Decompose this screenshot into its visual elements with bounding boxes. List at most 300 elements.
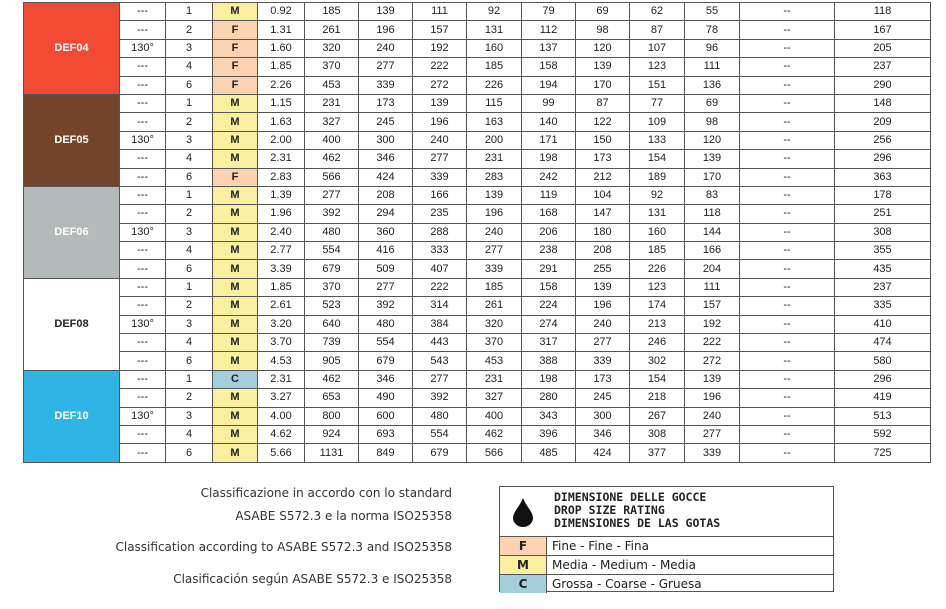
legend-code-medium: M: [500, 556, 547, 574]
flow-rate-cell: 2.31: [258, 370, 305, 388]
pressure-bar-cell: 2: [166, 297, 213, 315]
table-row: [24, 21, 931, 39]
last-value-cell: 355: [835, 242, 931, 260]
legend-row-coarse: [500, 575, 833, 593]
pressure-bar-cell: 6: [166, 260, 213, 278]
last-value-cell: 592: [835, 425, 931, 443]
legend-title-italian: DIMENSIONE DELLE GOCCE: [554, 490, 707, 504]
application-rate-cell: 69: [685, 94, 740, 112]
spray-angle-cell: 130°: [120, 315, 166, 333]
application-rate-cell: 111: [685, 278, 740, 296]
flow-rate-cell: 1.31: [258, 21, 305, 39]
drop-size-cell: M: [213, 223, 258, 241]
drop-size-cell: M: [213, 150, 258, 168]
application-rate-cell: 123: [630, 278, 685, 296]
flow-rate-cell: 3.39: [258, 260, 305, 278]
pressure-bar-cell: 4: [166, 58, 213, 76]
empty-dash-cell: --: [740, 370, 835, 388]
drop-size-cell: M: [213, 407, 258, 425]
flow-rate-cell: 1.60: [258, 39, 305, 57]
flow-rate-cell: 5.66: [258, 444, 305, 462]
application-rate-cell: 543: [413, 352, 467, 370]
drop-size-cell: M: [213, 131, 258, 149]
application-rate-cell: 462: [305, 370, 359, 388]
last-value-cell: 118: [835, 3, 931, 21]
application-rate-cell: 291: [522, 260, 576, 278]
flow-rate-cell: 1.85: [258, 58, 305, 76]
last-value-cell: 290: [835, 76, 931, 94]
drop-icon: [512, 497, 534, 527]
application-rate-cell: 157: [685, 297, 740, 315]
application-rate-cell: 490: [359, 389, 413, 407]
legend-row-medium: [500, 556, 833, 575]
application-rate-cell: 170: [576, 76, 630, 94]
flow-rate-cell: 1.63: [258, 113, 305, 131]
empty-dash-cell: --: [740, 278, 835, 296]
application-rate-cell: 198: [522, 370, 576, 388]
application-rate-cell: 212: [576, 168, 630, 186]
application-rate-cell: 267: [630, 407, 685, 425]
application-rate-cell: 280: [522, 389, 576, 407]
spray-angle-cell: ---: [120, 205, 166, 223]
application-rate-cell: 87: [576, 94, 630, 112]
application-rate-cell: 370: [305, 58, 359, 76]
empty-dash-cell: --: [740, 407, 835, 425]
drop-size-cell: M: [213, 260, 258, 278]
spray-angle-cell: 130°: [120, 407, 166, 425]
spray-angle-cell: ---: [120, 113, 166, 131]
empty-dash-cell: --: [740, 58, 835, 76]
application-rate-cell: 104: [576, 186, 630, 204]
application-rate-cell: 384: [413, 315, 467, 333]
application-rate-cell: 302: [630, 352, 685, 370]
flow-rate-cell: 1.96: [258, 205, 305, 223]
drop-size-cell: M: [213, 297, 258, 315]
application-rate-cell: 407: [413, 260, 467, 278]
application-rate-cell: 139: [413, 94, 467, 112]
application-rate-cell: 739: [305, 334, 359, 352]
application-rate-cell: 185: [467, 278, 522, 296]
spray-angle-cell: ---: [120, 425, 166, 443]
application-rate-cell: 294: [359, 205, 413, 223]
flow-rate-cell: 4.53: [258, 352, 305, 370]
application-rate-cell: 346: [359, 150, 413, 168]
application-rate-cell: 288: [413, 223, 467, 241]
application-rate-cell: 115: [467, 94, 522, 112]
application-rate-cell: 240: [359, 39, 413, 57]
empty-dash-cell: --: [740, 389, 835, 407]
pressure-bar-cell: 6: [166, 352, 213, 370]
application-rate-cell: 222: [413, 58, 467, 76]
table-row: [24, 186, 931, 204]
application-rate-cell: 226: [630, 260, 685, 278]
application-rate-cell: 222: [685, 334, 740, 352]
application-rate-cell: 245: [576, 389, 630, 407]
spray-angle-cell: ---: [120, 168, 166, 186]
drop-size-cell: M: [213, 113, 258, 131]
model-label: DEF08: [24, 278, 120, 370]
application-rate-cell: 377: [630, 444, 685, 462]
drop-size-cell: F: [213, 168, 258, 186]
table-row: [24, 242, 931, 260]
application-rate-cell: 192: [685, 315, 740, 333]
table-row: [24, 425, 931, 443]
application-rate-cell: 424: [576, 444, 630, 462]
application-rate-cell: 308: [630, 425, 685, 443]
application-rate-cell: 166: [413, 186, 467, 204]
application-rate-cell: 480: [359, 315, 413, 333]
application-rate-cell: 679: [413, 444, 467, 462]
application-rate-cell: 206: [522, 223, 576, 241]
spray-angle-cell: ---: [120, 370, 166, 388]
spray-angle-cell: ---: [120, 278, 166, 296]
application-rate-cell: 139: [576, 58, 630, 76]
application-rate-cell: 194: [522, 76, 576, 94]
spray-angle-cell: ---: [120, 260, 166, 278]
application-rate-cell: 109: [630, 113, 685, 131]
application-rate-cell: 317: [522, 334, 576, 352]
pressure-bar-cell: 4: [166, 242, 213, 260]
empty-dash-cell: --: [740, 150, 835, 168]
last-value-cell: 296: [835, 150, 931, 168]
application-rate-cell: 246: [630, 334, 685, 352]
spray-angle-cell: ---: [120, 352, 166, 370]
application-rate-cell: 554: [359, 334, 413, 352]
application-rate-cell: 346: [359, 370, 413, 388]
application-rate-cell: 163: [467, 113, 522, 131]
pressure-bar-cell: 3: [166, 315, 213, 333]
application-rate-cell: 283: [467, 168, 522, 186]
application-rate-cell: 96: [685, 39, 740, 57]
nozzle-data-table: [23, 2, 931, 463]
application-rate-cell: 339: [467, 260, 522, 278]
application-rate-cell: 78: [685, 21, 740, 39]
application-rate-cell: 120: [685, 131, 740, 149]
application-rate-cell: 261: [305, 21, 359, 39]
application-rate-cell: 107: [630, 39, 685, 57]
application-rate-cell: 453: [305, 76, 359, 94]
model-label: DEF05: [24, 94, 120, 186]
pressure-bar-cell: 4: [166, 425, 213, 443]
application-rate-cell: 240: [576, 315, 630, 333]
pressure-bar-cell: 1: [166, 370, 213, 388]
application-rate-cell: 139: [359, 3, 413, 21]
last-value-cell: 237: [835, 278, 931, 296]
application-rate-cell: 158: [522, 278, 576, 296]
drop-size-cell: M: [213, 278, 258, 296]
table-row: [24, 76, 931, 94]
spray-angle-cell: ---: [120, 334, 166, 352]
drop-size-cell: M: [213, 3, 258, 21]
table-row: [24, 131, 931, 149]
application-rate-cell: 679: [305, 260, 359, 278]
application-rate-cell: 443: [413, 334, 467, 352]
empty-dash-cell: --: [740, 297, 835, 315]
application-rate-cell: 277: [305, 186, 359, 204]
application-rate-cell: 192: [413, 39, 467, 57]
last-value-cell: 725: [835, 444, 931, 462]
drop-size-cell: F: [213, 39, 258, 57]
application-rate-cell: 272: [685, 352, 740, 370]
spray-nozzle-table: [23, 2, 930, 463]
application-rate-cell: 140: [522, 113, 576, 131]
drop-size-cell: F: [213, 76, 258, 94]
last-value-cell: 474: [835, 334, 931, 352]
flow-rate-cell: 2.61: [258, 297, 305, 315]
application-rate-cell: 92: [467, 3, 522, 21]
table-row: [24, 278, 931, 296]
application-rate-cell: 139: [576, 278, 630, 296]
application-rate-cell: 240: [685, 407, 740, 425]
application-rate-cell: 245: [359, 113, 413, 131]
drop-size-legend: [499, 486, 834, 592]
flow-rate-cell: 1.85: [258, 278, 305, 296]
table-row: [24, 150, 931, 168]
application-rate-cell: 693: [359, 425, 413, 443]
application-rate-cell: 240: [413, 131, 467, 149]
empty-dash-cell: --: [740, 334, 835, 352]
application-rate-cell: 277: [467, 242, 522, 260]
application-rate-cell: 320: [305, 39, 359, 57]
application-rate-cell: 339: [413, 168, 467, 186]
flow-rate-cell: 1.15: [258, 94, 305, 112]
application-rate-cell: 231: [305, 94, 359, 112]
application-rate-cell: 231: [467, 150, 522, 168]
application-rate-cell: 277: [413, 150, 467, 168]
note-spanish: Clasificación según ASABE S572.3 e ISO25358: [173, 572, 452, 586]
drop-size-cell: M: [213, 334, 258, 352]
table-row: [24, 205, 931, 223]
legend-title-english: DROP SIZE RATING: [554, 503, 665, 517]
flow-rate-cell: 3.70: [258, 334, 305, 352]
application-rate-cell: 300: [576, 407, 630, 425]
application-rate-cell: 139: [467, 186, 522, 204]
application-rate-cell: 300: [359, 131, 413, 149]
note-italian-line2: ASABE S572.3 e la norma ISO25358: [235, 509, 452, 523]
application-rate-cell: 640: [305, 315, 359, 333]
last-value-cell: 237: [835, 58, 931, 76]
application-rate-cell: 653: [305, 389, 359, 407]
application-rate-cell: 99: [522, 94, 576, 112]
application-rate-cell: 173: [576, 370, 630, 388]
last-value-cell: 148: [835, 94, 931, 112]
application-rate-cell: 147: [576, 205, 630, 223]
application-rate-cell: 168: [522, 205, 576, 223]
drop-size-cell: M: [213, 242, 258, 260]
application-rate-cell: 111: [413, 3, 467, 21]
application-rate-cell: 196: [467, 205, 522, 223]
application-rate-cell: 235: [413, 205, 467, 223]
application-rate-cell: 370: [305, 278, 359, 296]
pressure-bar-cell: 3: [166, 131, 213, 149]
application-rate-cell: 392: [305, 205, 359, 223]
last-value-cell: 308: [835, 223, 931, 241]
application-rate-cell: 327: [305, 113, 359, 131]
last-value-cell: 296: [835, 370, 931, 388]
application-rate-cell: 166: [685, 242, 740, 260]
application-rate-cell: 392: [359, 297, 413, 315]
spray-angle-cell: ---: [120, 3, 166, 21]
application-rate-cell: 554: [413, 425, 467, 443]
application-rate-cell: 1131: [305, 444, 359, 462]
flow-rate-cell: 2.00: [258, 131, 305, 149]
last-value-cell: 167: [835, 21, 931, 39]
pressure-bar-cell: 6: [166, 168, 213, 186]
spray-angle-cell: 130°: [120, 131, 166, 149]
application-rate-cell: 388: [522, 352, 576, 370]
table-row: [24, 370, 931, 388]
application-rate-cell: 83: [685, 186, 740, 204]
empty-dash-cell: --: [740, 186, 835, 204]
pressure-bar-cell: 2: [166, 21, 213, 39]
application-rate-cell: 566: [467, 444, 522, 462]
model-label: DEF10: [24, 370, 120, 462]
application-rate-cell: 136: [685, 76, 740, 94]
table-row: [24, 297, 931, 315]
spray-angle-cell: ---: [120, 389, 166, 407]
empty-dash-cell: --: [740, 425, 835, 443]
pressure-bar-cell: 2: [166, 113, 213, 131]
application-rate-cell: 139: [685, 370, 740, 388]
table-row: [24, 315, 931, 333]
application-rate-cell: 196: [359, 21, 413, 39]
flow-rate-cell: 0.92: [258, 3, 305, 21]
application-rate-cell: 416: [359, 242, 413, 260]
application-rate-cell: 55: [685, 3, 740, 21]
application-rate-cell: 122: [576, 113, 630, 131]
spray-angle-cell: ---: [120, 94, 166, 112]
application-rate-cell: 111: [685, 58, 740, 76]
drop-size-cell: M: [213, 389, 258, 407]
application-rate-cell: 849: [359, 444, 413, 462]
application-rate-cell: 238: [522, 242, 576, 260]
drop-size-cell: F: [213, 58, 258, 76]
application-rate-cell: 274: [522, 315, 576, 333]
application-rate-cell: 198: [522, 150, 576, 168]
application-rate-cell: 400: [467, 407, 522, 425]
pressure-bar-cell: 3: [166, 407, 213, 425]
application-rate-cell: 208: [359, 186, 413, 204]
application-rate-cell: 120: [576, 39, 630, 57]
application-rate-cell: 554: [305, 242, 359, 260]
empty-dash-cell: --: [740, 113, 835, 131]
legend-title-spanish: DIMENSIONES DE LAS GOTAS: [554, 516, 721, 530]
application-rate-cell: 79: [522, 3, 576, 21]
application-rate-cell: 462: [305, 150, 359, 168]
flow-rate-cell: 2.77: [258, 242, 305, 260]
application-rate-cell: 174: [630, 297, 685, 315]
application-rate-cell: 157: [413, 21, 467, 39]
application-rate-cell: 196: [576, 297, 630, 315]
empty-dash-cell: --: [740, 168, 835, 186]
application-rate-cell: 242: [522, 168, 576, 186]
application-rate-cell: 231: [467, 370, 522, 388]
application-rate-cell: 485: [522, 444, 576, 462]
pressure-bar-cell: 1: [166, 278, 213, 296]
drop-size-cell: M: [213, 186, 258, 204]
empty-dash-cell: --: [740, 39, 835, 57]
flow-rate-cell: 2.40: [258, 223, 305, 241]
drop-size-cell: M: [213, 352, 258, 370]
note-english: Classification according to ASABE S572.3 and ISO25358: [115, 540, 452, 554]
application-rate-cell: 905: [305, 352, 359, 370]
application-rate-cell: 327: [467, 389, 522, 407]
application-rate-cell: 360: [359, 223, 413, 241]
empty-dash-cell: --: [740, 444, 835, 462]
spray-angle-cell: 130°: [120, 223, 166, 241]
application-rate-cell: 160: [630, 223, 685, 241]
application-rate-cell: 509: [359, 260, 413, 278]
pressure-bar-cell: 2: [166, 205, 213, 223]
table-row: [24, 58, 931, 76]
application-rate-cell: 339: [576, 352, 630, 370]
application-rate-cell: 171: [522, 131, 576, 149]
empty-dash-cell: --: [740, 242, 835, 260]
spray-angle-cell: ---: [120, 242, 166, 260]
application-rate-cell: 131: [630, 205, 685, 223]
application-rate-cell: 118: [685, 205, 740, 223]
application-rate-cell: 226: [467, 76, 522, 94]
spray-angle-cell: ---: [120, 150, 166, 168]
last-value-cell: 419: [835, 389, 931, 407]
application-rate-cell: 396: [522, 425, 576, 443]
application-rate-cell: 139: [685, 150, 740, 168]
application-rate-cell: 343: [522, 407, 576, 425]
legend-code-coarse: C: [500, 575, 547, 593]
application-rate-cell: 924: [305, 425, 359, 443]
drop-size-cell: M: [213, 205, 258, 223]
empty-dash-cell: --: [740, 315, 835, 333]
application-rate-cell: 173: [359, 94, 413, 112]
application-rate-cell: 196: [685, 389, 740, 407]
flow-rate-cell: 3.27: [258, 389, 305, 407]
application-rate-cell: 261: [467, 297, 522, 315]
model-label: DEF06: [24, 186, 120, 278]
last-value-cell: 410: [835, 315, 931, 333]
application-rate-cell: 160: [467, 39, 522, 57]
table-row: [24, 39, 931, 57]
model-label: DEF04: [24, 3, 120, 95]
application-rate-cell: 77: [630, 94, 685, 112]
application-rate-cell: 154: [630, 370, 685, 388]
table-row: [24, 407, 931, 425]
application-rate-cell: 314: [413, 297, 467, 315]
spray-angle-cell: 130°: [120, 39, 166, 57]
flow-rate-cell: 4.62: [258, 425, 305, 443]
application-rate-cell: 453: [467, 352, 522, 370]
application-rate-cell: 185: [630, 242, 685, 260]
application-rate-cell: 392: [413, 389, 467, 407]
spray-angle-cell: ---: [120, 297, 166, 315]
legend-row-fine: [500, 537, 833, 556]
flow-rate-cell: 2.26: [258, 76, 305, 94]
application-rate-cell: 189: [630, 168, 685, 186]
application-rate-cell: 462: [467, 425, 522, 443]
application-rate-cell: 131: [467, 21, 522, 39]
spray-angle-cell: ---: [120, 186, 166, 204]
pressure-bar-cell: 1: [166, 94, 213, 112]
pressure-bar-cell: 6: [166, 76, 213, 94]
application-rate-cell: 69: [576, 3, 630, 21]
application-rate-cell: 144: [685, 223, 740, 241]
application-rate-cell: 679: [359, 352, 413, 370]
pressure-bar-cell: 4: [166, 334, 213, 352]
flow-rate-cell: 2.83: [258, 168, 305, 186]
application-rate-cell: 196: [413, 113, 467, 131]
application-rate-cell: 277: [413, 370, 467, 388]
application-rate-cell: 173: [576, 150, 630, 168]
application-rate-cell: 170: [685, 168, 740, 186]
